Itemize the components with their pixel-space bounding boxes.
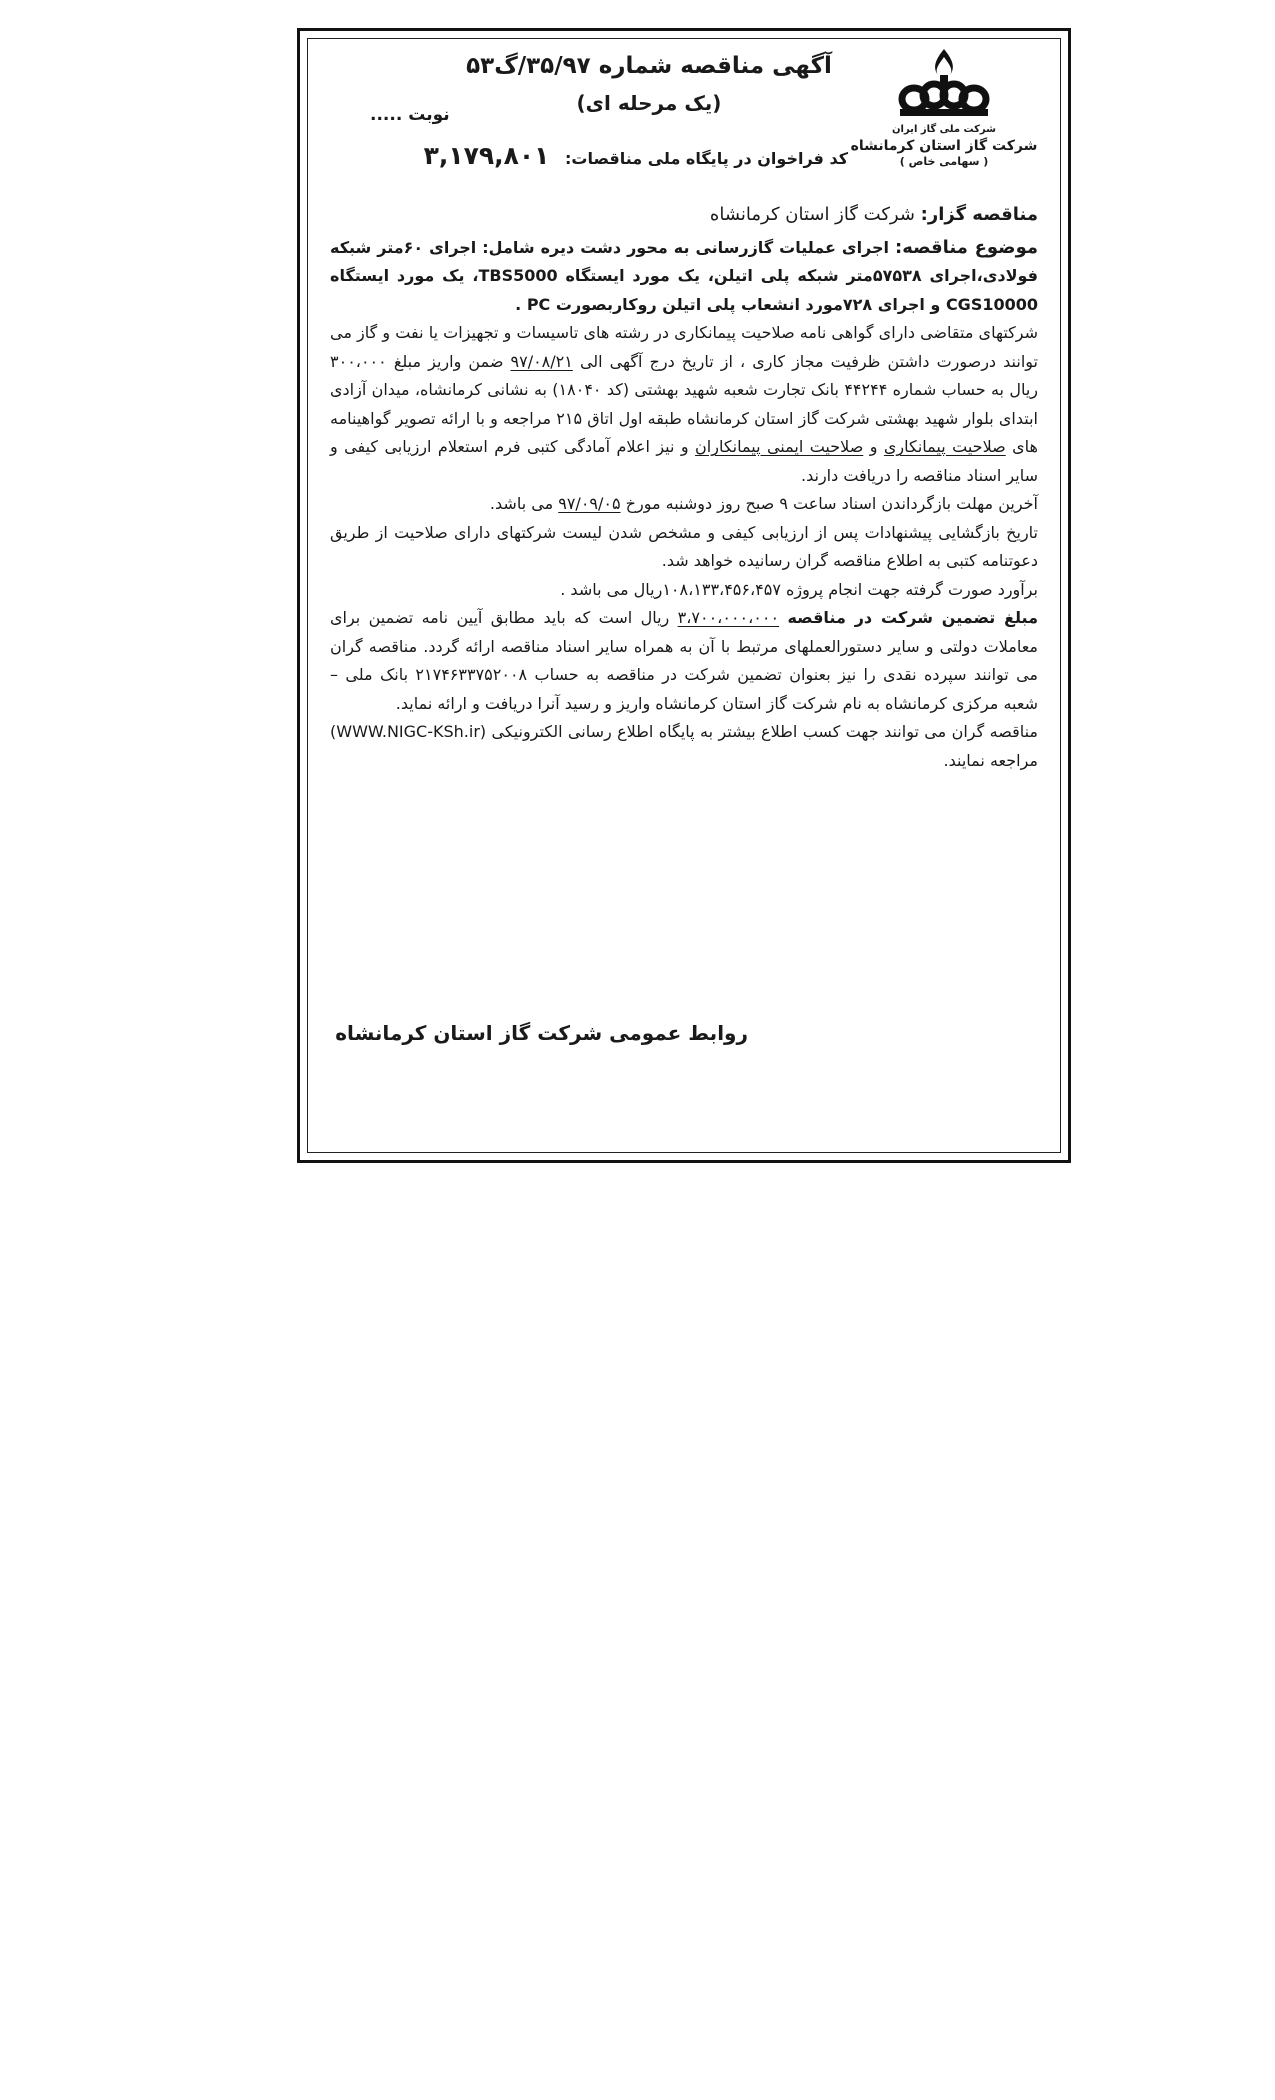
nigc-flame-logo-icon [894, 45, 994, 123]
website-text-b: ) مراجعه نمایند. [330, 722, 1038, 770]
eligibility-text-d: و نیز اعلام آمادگی کتبی فرم استعلام ارزیابی کیفی و سایر اسناد مناقصه را دریافت دارند. [330, 437, 1038, 485]
logo-line-national-gas: شرکت ملی گاز ایران [892, 124, 996, 135]
opening-paragraph: تاریخ بازگشایی پیشنهادات پس از ارزیابی کیفی و مشخص شدن لیست شرکتهای دارای صلاحیت از طریق دعوتنامه کتبی به اطلاع مناقصه گران رسانیده خواهد شد. [330, 522, 1038, 570]
website-paragraph [330, 718, 1038, 775]
subject-paragraph [330, 234, 1038, 320]
organizer-label: مناقصه گزار: [920, 204, 1038, 225]
website-link[interactable]: WWW.NIGC-KSh.ir [336, 722, 480, 741]
deadline-paragraph [330, 490, 1038, 519]
company-logo-block [844, 45, 1044, 170]
eligibility-text-a: شرکتهای متقاضی دارای گواهی نامه صلاحیت پیمانکاری در رشته های تاسیسات و تجهیزات یا نفت و گاز می توانند درصورت داشتن ظرفیت مجاز کاری ، از تاریخ درج آگهی الی [330, 323, 1038, 371]
eligibility-text-b: ضمن واریز مبلغ ۳۰۰،۰۰۰ ریال به حساب شماره ۴۴۲۴۴ بانک تجارت شعبه شهید بهشتی (کد ۱۸۰۴۰) به نشانی کرمانشاه، میدان آزادی ابتدای بلوار شهید بهشتی شرکت گاز استان کرمانشاه طبقه اول اتاق ۲۱۵ مراجعه و با ارائه تصویر گواهینامه های [330, 351, 1039, 456]
subject-text-2: ، یک مورد ایستگاه [330, 266, 479, 285]
guarantee-text: ریال است که باید مطابق آیین نامه تضمین برای معاملات دولتی و سایر دستورالعملهای مرتبط با آن به همراه سایر اسناد مناقصه ارائه گردد. مناقصه گران می توانند سپرده نقدی را نیز بعنوان تضمین شرکت در مناقصه به حساب ۲۱۷۴۶۳۳۷۵۲۰۰۸ بانک ملی – شعبه مرکزی کرمانشاه به نام شرکت گاز استان کرمانشاه واریز و رسید آنرا دریافت و ارائه نماید. [330, 608, 1039, 713]
website-text-a: مناقصه گران می توانند جهت کسب اطلاع بیشتر به پایگاه اطلاع رسانی الکترونیکی ( [479, 722, 1038, 741]
tender-code-line [424, 141, 848, 170]
guarantee-label: مبلغ تضمین شرکت در مناقصه [787, 608, 1038, 627]
logo-line-kermanshah-gas: شرکت گاز استان کرمانشاه [850, 137, 1038, 154]
deadline-text-b: می باشد. [489, 494, 554, 513]
eligibility-text-c: و [869, 437, 878, 456]
return-deadline-date: ۹۷/۰۹/۰۵ [558, 494, 621, 513]
tender-title: آگهی مناقصه شماره ۳۵/۹۷/گ۵۳ [466, 53, 832, 79]
subject-pc: PC [526, 294, 551, 314]
guarantee-amount: ۳،۷۰۰،۰۰۰،۰۰۰ [677, 608, 780, 627]
tender-subtitle: (یک مرحله ای) [576, 90, 722, 115]
notice-body [330, 201, 1038, 775]
guarantee-paragraph [330, 604, 1038, 718]
subject-cgs: CGS10000 [945, 294, 1038, 314]
subject-label: موضوع مناقصه: [895, 236, 1039, 258]
subject-tbs: TBS5000 [478, 266, 558, 285]
notice-content [330, 31, 1038, 1160]
safety-qualification: صلاحیت ایمنی پیمانکاران [695, 437, 864, 456]
logo-line-company-type: ( سهامی خاص ) [899, 155, 989, 169]
title-block [450, 49, 848, 118]
subject-end: . [515, 294, 522, 314]
tender-code-value: ۳,۱۷۹,۸۰۱ [423, 141, 550, 170]
round-label: نوبت ..... [370, 105, 450, 125]
contractor-qualification: صلاحیت پیمانکاری [883, 437, 1006, 456]
organizer-paragraph [330, 201, 1038, 230]
document-deadline-date: ۹۷/۰۸/۲۱ [510, 351, 573, 371]
organizer-value: شرکت گاز استان کرمانشاه [709, 204, 915, 225]
public-relations-signature: روابط عمومی شرکت گاز استان کرمانشاه [335, 1021, 748, 1045]
notice-frame [297, 28, 1071, 1163]
estimate-paragraph: برآورد صورت گرفته جهت انجام پروژه ۱۰۸،۱۳۳،۴۵۶،۴۵۷ریال می باشد . [560, 579, 1038, 599]
eligibility-paragraph [330, 319, 1038, 490]
deadline-text-a: آخرین مهلت بازگرداندن اسناد ساعت ۹ صبح روز دوشنبه مورخ [625, 494, 1038, 513]
subject-text-3: و اجرای ۷۲۸مورد انشعاب پلی اتیلن روکاربصورت [555, 294, 941, 314]
subject-text-1: اجرای عملیات گازرسانی به محور دشت دیره شامل: اجرای ۶۰متر شبکه فولادی،اجرای ۵۷۵۳۸متر شبکه پلی اتیلن، یک مورد ایستگاه [330, 237, 1038, 285]
tender-code-label: کد فراخوان در پایگاه ملی مناقصات: [564, 149, 848, 168]
